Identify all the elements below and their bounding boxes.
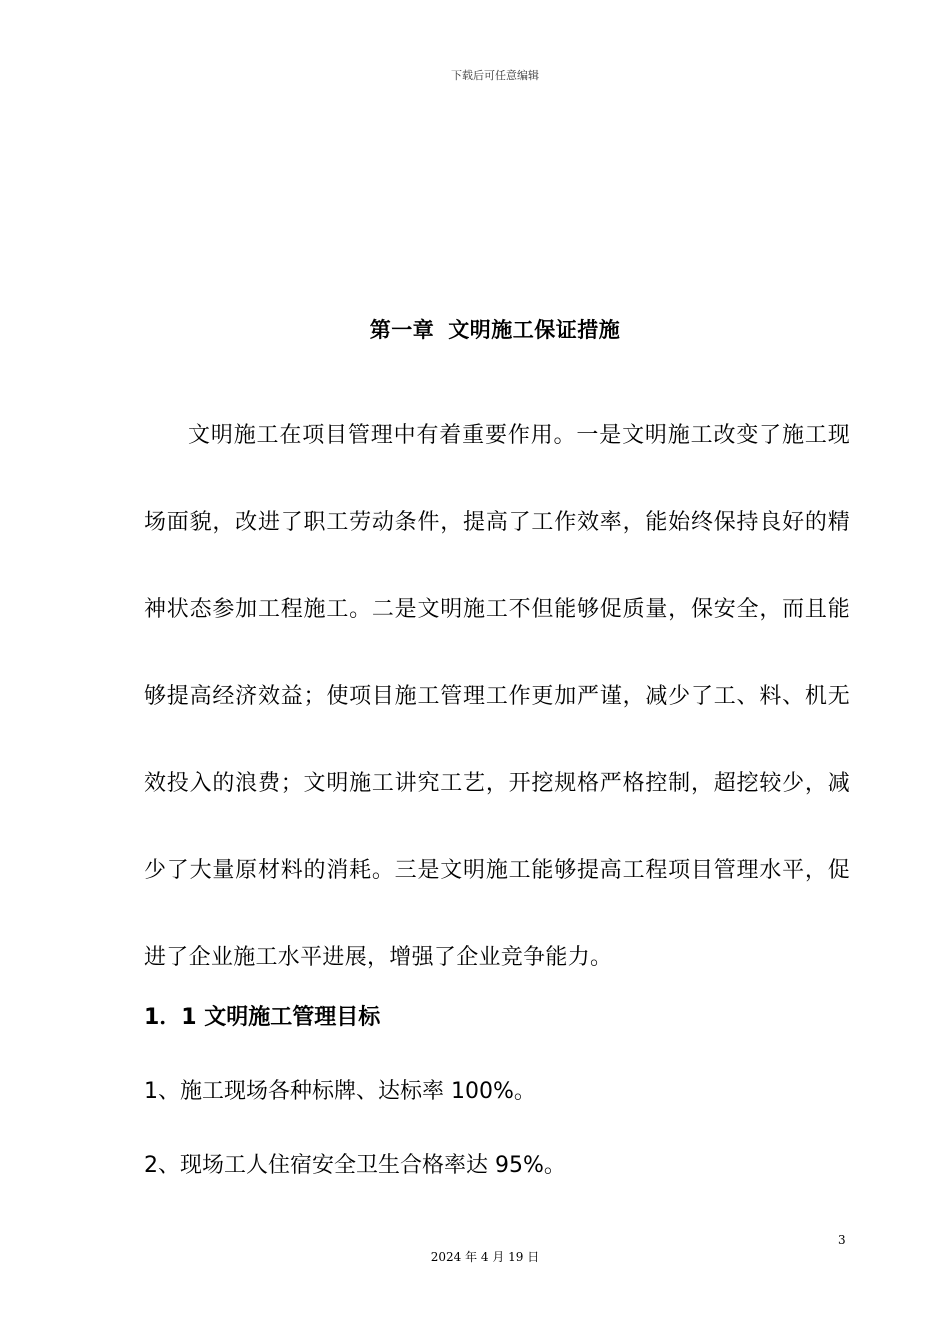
footer-date: 2024 年 4 月 19 日 [430,1250,540,1264]
chapter-name: 文明施工保证措施 [448,318,621,342]
chapter-number: 第一章 [369,318,435,342]
body-paragraph: 文明施工在项目管理中有着重要作用。一是文明施工改变了施工现场面貌，改进了职工劳动条件，提高了工作效率，能始终保持良好的精神状态参加工程施工。二是文明施工不但能够促质量，保安全，而且能够提高经济效益；使项目施工管理工作更加严谨，减少了工、料、机无效投入的浪费；文明施工讲究工艺，开挖规格严格控制，超挖较少，减少了大量原材料的消耗。三是文明施工能够提高工程项目管理水平，促进了企业施工水平进展，增强了企业竞争能力。 [144,423,850,970]
page-number: 3 [838,1233,846,1247]
list-item: 2、现场工人住宿安全卫生合格率达 95%。 [144,1153,566,1178]
header-note: 下载后可任意编辑 [451,69,539,82]
list-item: 1、施工现场各种标牌、达标率 100%。 [144,1079,536,1104]
chapter-title [0,314,950,344]
section-heading: 1．1 文明施工管理目标 [144,1005,381,1030]
